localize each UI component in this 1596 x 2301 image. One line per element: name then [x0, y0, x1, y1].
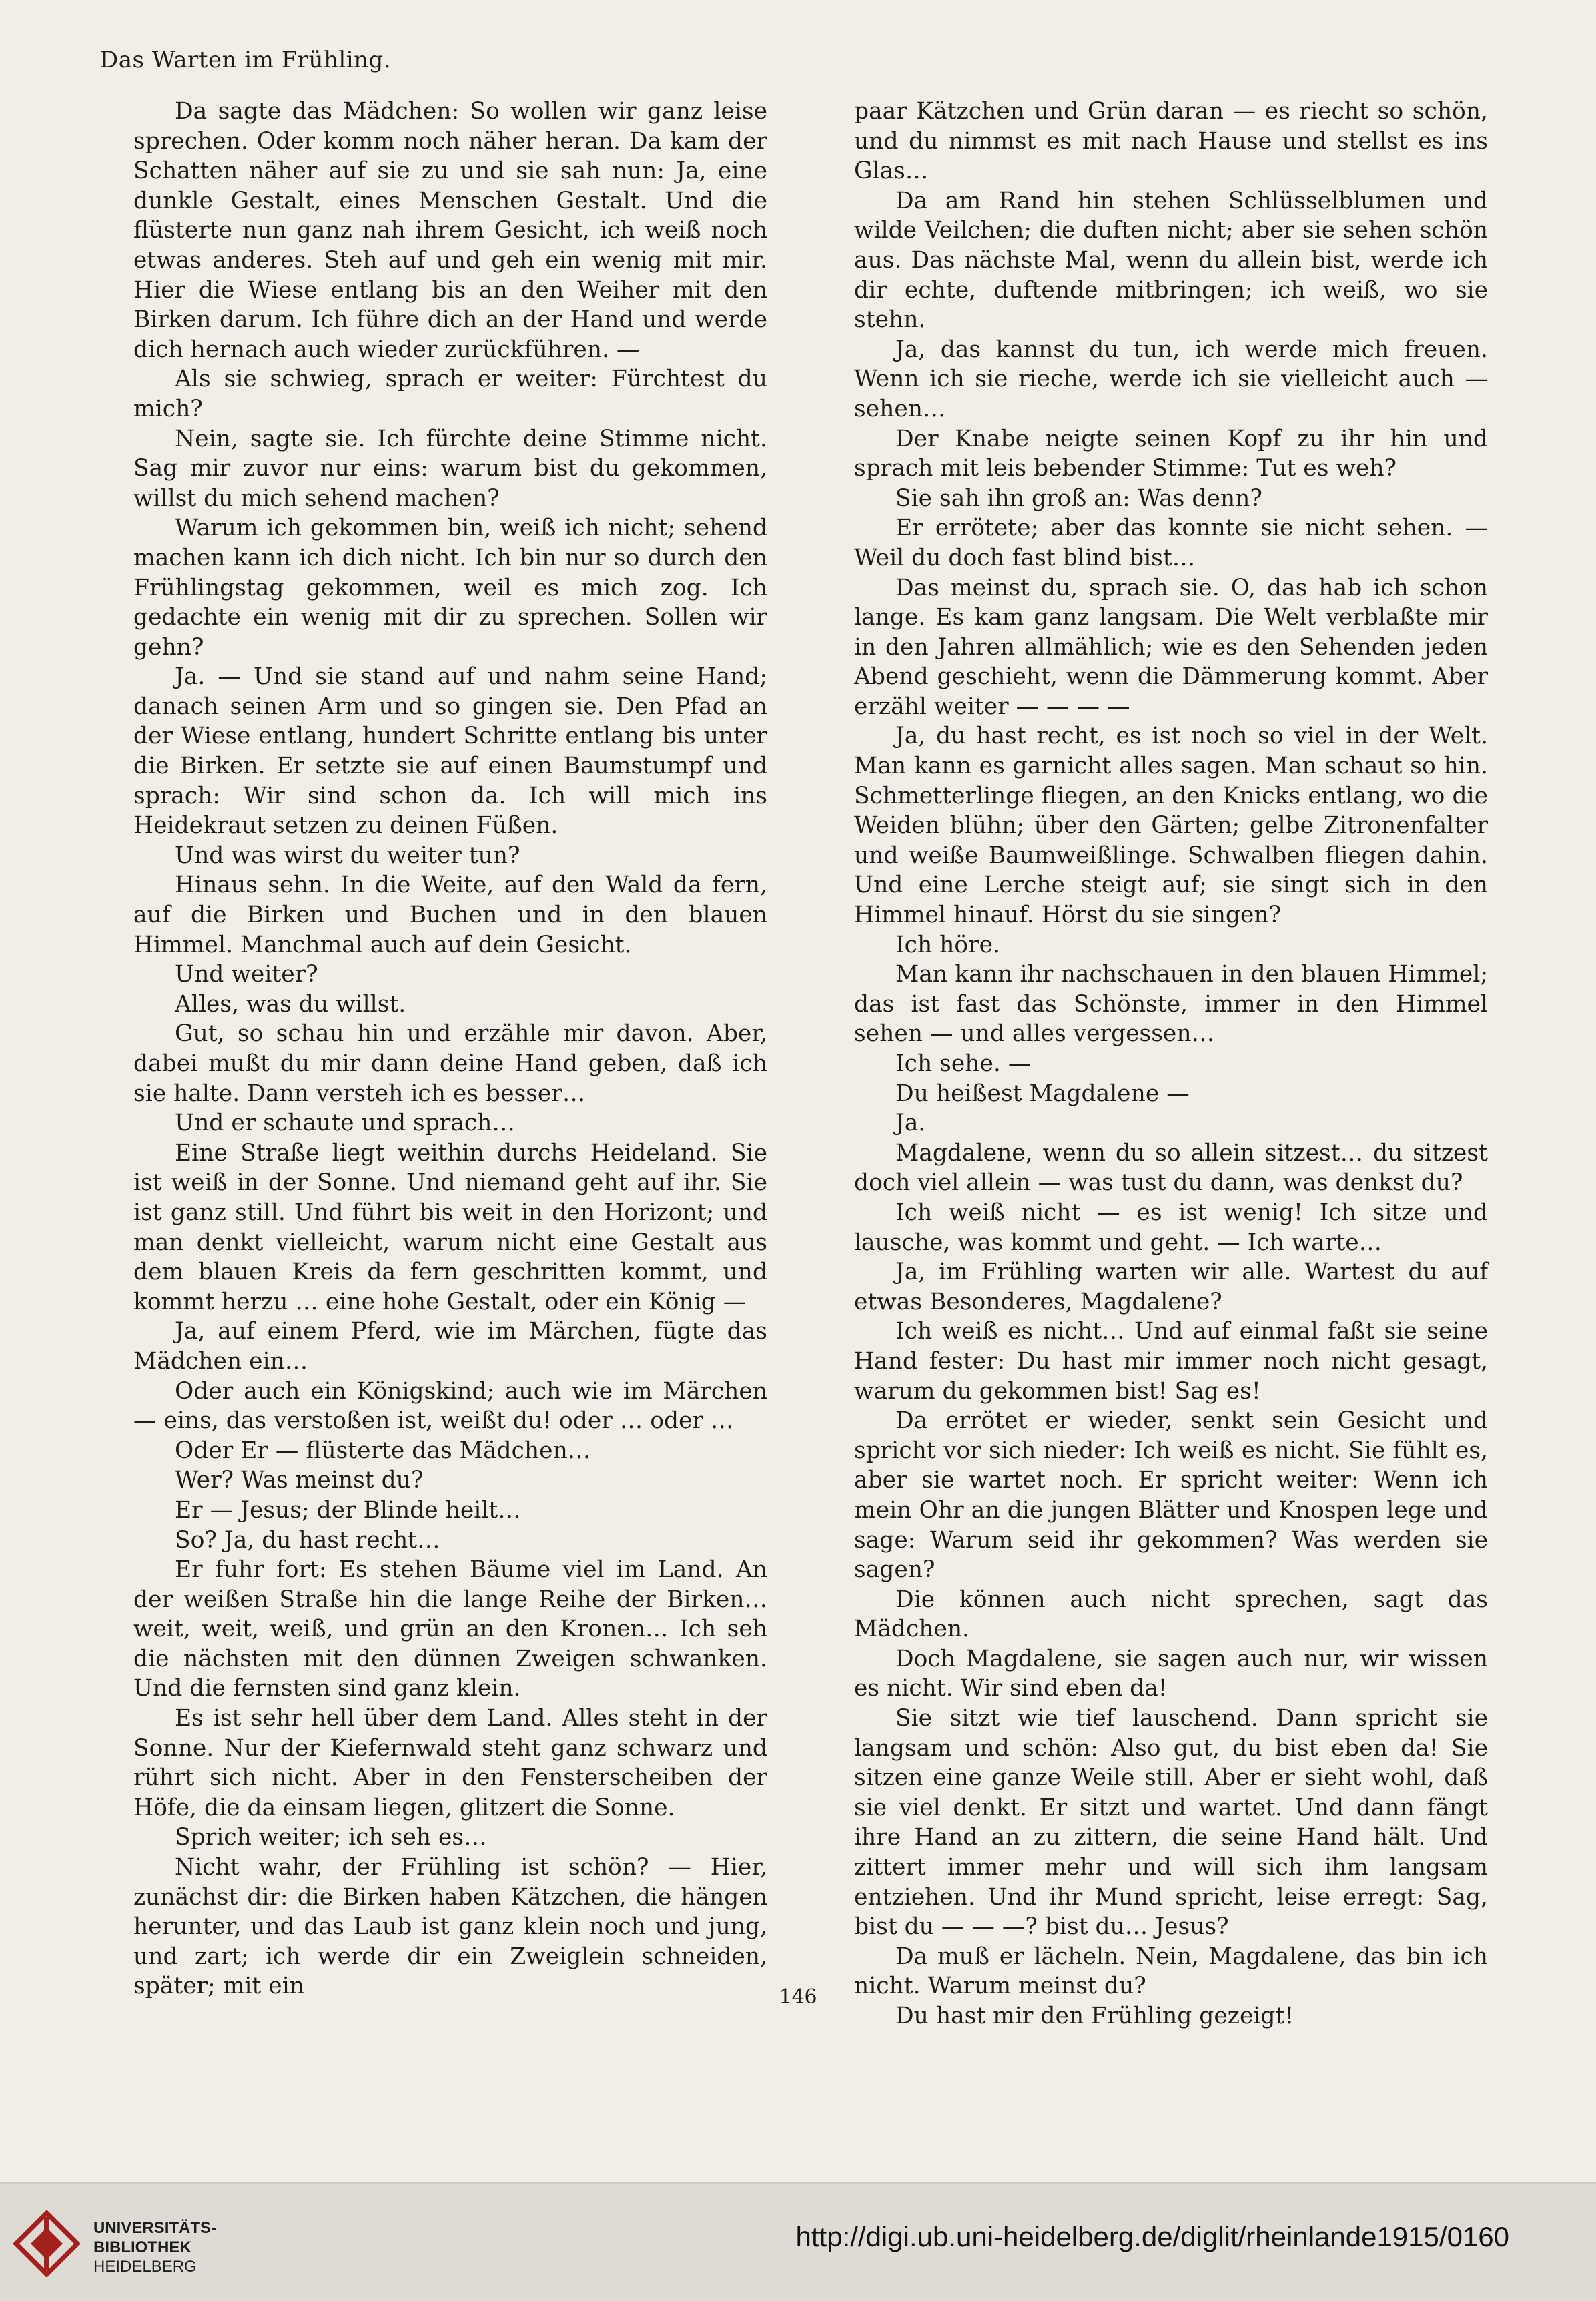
paragraph: Eine Straße liegt weithin durchs Heideland. Sie ist weiß in der Sonne. Und niemand geht auf ihr. Sie ist ganz still. Und führt bis weit in den Horizont; und man denkt vielleicht, warum nicht eine Gestalt aus dem blauen Kreis da fern geschritten kommt, und kommt herzu … eine hohe Gestalt, oder ein König — [133, 1139, 767, 1315]
paragraph: Er — Jesus; der Blinde heilt… [175, 1496, 521, 1524]
paragraph: paar Kätzchen und Grün daran — es riecht so schön, und du nimmst es mit nach Hause und stellst es ins Glas… [854, 98, 1488, 185]
institution-line-3: HEIDELBERG [93, 2258, 197, 2276]
heidelberg-university-library-logo-icon[interactable] [13, 2210, 80, 2277]
paragraph: Es ist sehr hell über dem Land. Alles steht in der Sonne. Nur der Kiefernwald steht ganz schwarz und rührt sich nicht. Aber in den Fensterscheiben der Höfe, die da einsam liegen, glitzert die Sonne. [133, 1705, 767, 1821]
paragraph: Ich weiß nicht — es ist wenig! Ich sitze und lausche, was kommt und geht. — Ich warte… [854, 1199, 1488, 1256]
paragraph: Hinaus sehn. In die Weite, auf den Wald da fern, auf die Birken und Buchen und in den blauen Himmel. Manchmal auch auf dein Gesicht. [133, 872, 767, 958]
paragraph: Ich weiß es nicht… Und auf einmal faßt sie seine Hand fester: Du hast mir immer noch nicht gesagt, warum du gekommen bist! Sag es! [854, 1318, 1488, 1405]
paragraph: Du heißest Magdalene — [895, 1080, 1190, 1107]
paragraph: Und weiter? [175, 961, 318, 988]
paragraph: Ich höre. [895, 931, 1001, 958]
running-head: Das Warten im Frühling. [100, 47, 392, 73]
paragraph: Du hast mir den Frühling gezeigt! [895, 2003, 1294, 2029]
institution-line-1: UNIVERSITÄTS- [93, 2219, 217, 2237]
paragraph: Warum ich gekommen bin, weiß ich nicht; sehend machen kann ich dich nicht. Ich bin nur so durch den Frühlingstag gekommen, weil es mich zog. Ich gedachte ein wenig mit dir zu sprechen. Sollen wir gehn? [133, 515, 767, 661]
paragraph: Gut, so schau hin und erzähle mir davon. Aber, dabei mußt du mir dann deine Hand geben, daß ich sie halte. Dann versteh ich es besser… [133, 1020, 767, 1107]
paragraph: Er fuhr fort: Es stehen Bäume viel im Land. An der weißen Straße hin die lange Reihe der Birken… weit, weit, weiß, und grün an den Kronen… Ich seh die nächsten mit den dünnen Zweigen schwanken. Und die fernsten sind ganz klein. [133, 1556, 767, 1702]
paragraph: Ja. — Und sie stand auf und nahm seine Hand; danach seinen Arm und so gingen sie. Den Pfad an der Wiese entlang, hundert Schritte entlang bis unter die Birken. Er setzte sie auf einen Baumstumpf und sprach: Wir sind schon da. Ich will mich ins Heidekraut setzen zu deinen Füßen. [133, 663, 767, 840]
paragraph: Magdalene, wenn du so allein sitzest… du sitzest doch viel allein — was tust du dann, was denkst du? [854, 1139, 1488, 1197]
paragraph: Sie sah ihn groß an: Was denn? [895, 484, 1262, 512]
institution-name [93, 2218, 216, 2276]
permalink-url[interactable]: http://digi.ub.uni-heidelberg.de/diglit/rheinlande1915/0160 [795, 2221, 1509, 2252]
paragraph: Als sie schwieg, sprach er weiter: Fürchtest du mich? [133, 366, 767, 422]
viewer-footer [0, 2182, 1596, 2301]
paragraph: Das meinst du, sprach sie. O, das hab ich schon lange. Es kam ganz langsam. Die Welt verblaßte mir in den Jahren allmählich; wie es den Sehenden jeden Abend geschieht, wenn die Dämmerung kommt. Aber erzähl weiter — — — — [854, 574, 1488, 720]
paragraph: So? Ja, du hast recht… [175, 1526, 440, 1554]
paragraph: Ich sehe. — [895, 1050, 1032, 1077]
paragraph: Ja, auf einem Pferd, wie im Märchen, fügte das Mädchen ein… [133, 1318, 767, 1375]
institution-line-2: BIBLIOTHEK [93, 2238, 191, 2256]
paragraph: Ja, im Frühling warten wir alle. Wartest du auf etwas Besonderes, Magdalene? [854, 1259, 1488, 1315]
paragraph: Da muß er lächeln. Nein, Magdalene, das bin ich nicht. Warum meinst du? [854, 1943, 1488, 2000]
paragraph: Und was wirst du weiter tun? [175, 842, 520, 869]
paragraph: Wer? Was meinst du? [175, 1467, 424, 1494]
paragraph: Der Knabe neigte seinen Kopf zu ihr hin und sprach mit leis bebender Stimme: Tut es weh? [854, 425, 1488, 482]
paragraph: Sie sitzt wie tief lauschend. Dann spricht sie langsam und schön: Also gut, du bist eben da! Sie sitzen eine ganze Weile still. Aber er sieht wohl, daß sie viel denkt. Er sitzt und wartet. Und dann fängt ihre Hand an zu zittern, die seine Hand hält. Und zittert immer mehr und will sich ihm langsam entziehen. Und ihr Mund spricht, leise erregt: Sag, bist du — — —? bist du… Jesus? [854, 1705, 1488, 1941]
paragraph: Die können auch nicht sprechen, sagt das Mädchen. [854, 1586, 1488, 1643]
paragraph: Da am Rand hin stehen Schlüsselblumen und wilde Veilchen; die duften nicht; aber sie sehen schön aus. Das nächste Mal, wenn du allein bist, werde ich dir echte, duftende mitbringen; ich weiß, wo sie stehn. [854, 187, 1488, 334]
paragraph: Da errötet er wieder, senkt sein Gesicht und spricht vor sich nieder: Ich weiß es nicht. Sie fühlt es, aber sie wartet noch. Er spricht weiter: Wenn ich mein Ohr an die jungen Blätter und Knospen lege und sage: Warum seid ihr gekommen? Was werden sie sagen? [854, 1407, 1488, 1584]
right-text-column [854, 97, 1488, 2031]
paragraph: Und er schaute und sprach… [175, 1110, 515, 1137]
paragraph: Man kann ihr nachschauen in den blauen Himmel; das ist fast das Schönste, immer in den Himmel sehen — und alles vergessen… [854, 961, 1488, 1048]
paragraph: Sprich weiter; ich seh es… [175, 1824, 487, 1851]
paragraph: Er errötete; aber das konnte sie nicht sehen. — Weil du doch fast blind bist… [854, 515, 1488, 571]
left-text-column [133, 97, 767, 2001]
paragraph: Alles, was du willst. [175, 990, 406, 1018]
paragraph: Ja. [895, 1110, 926, 1137]
paragraph: Doch Magdalene, sie sagen auch nur, wir wissen es nicht. Wir sind eben da! [854, 1645, 1488, 1702]
paragraph: Ja, das kannst du tun, ich werde mich freuen. Wenn ich sie rieche, werde ich sie vielleicht auch — sehen… [854, 336, 1488, 422]
paragraph: Oder Er — flüsterte das Mädchen… [175, 1437, 591, 1464]
paragraph: Da sagte das Mädchen: So wollen wir ganz leise sprechen. Oder komm noch näher heran. Da kam der Schatten näher auf sie zu und sie sah nun: Ja, eine dunkle Gestalt, eines Menschen Gestalt. Und die flüsterte nun ganz nah ihrem Gesicht, ich weiß noch etwas anderes. Steh auf und geh ein wenig mit mir. Hier die Wiese entlang bis an den Weiher mit den Birken darum. Ich führe dich an der Hand und werde dich hernach auch wieder zurückführen. — [133, 98, 767, 363]
paragraph: Oder auch ein Königskind; auch wie im Märchen — eins, das verstoßen ist, weißt du! oder … oder … [133, 1377, 767, 1435]
paragraph: Nein, sagte sie. Ich fürchte deine Stimme nicht. Sag mir zuvor nur eins: warum bist du gekommen, willst du mich sehend machen? [133, 425, 767, 512]
paragraph: Ja, du hast recht, es ist noch so viel in der Welt. Man kann es garnicht alles sagen. Man schaut so hin. Schmetterlinge fliegen, an den Knicks entlang, wo die Weiden blühn; über den Gärten; gelbe Zitronenfalter und weiße Baumweißlinge. Schwalben fliegen dahin. Und eine Lerche steigt auf; sie singt sich in den Himmel hinauf. Hörst du sie singen? [854, 723, 1488, 929]
page-number: 146 [779, 1985, 817, 2009]
paragraph: Nicht wahr, der Frühling ist schön? — Hier, zunächst dir: die Birken haben Kätzchen, die hängen herunter, und das Laub ist ganz klein noch und jung, und zart; ich werde dir ein Zweiglein schneiden, später; mit ein [133, 1854, 767, 2000]
